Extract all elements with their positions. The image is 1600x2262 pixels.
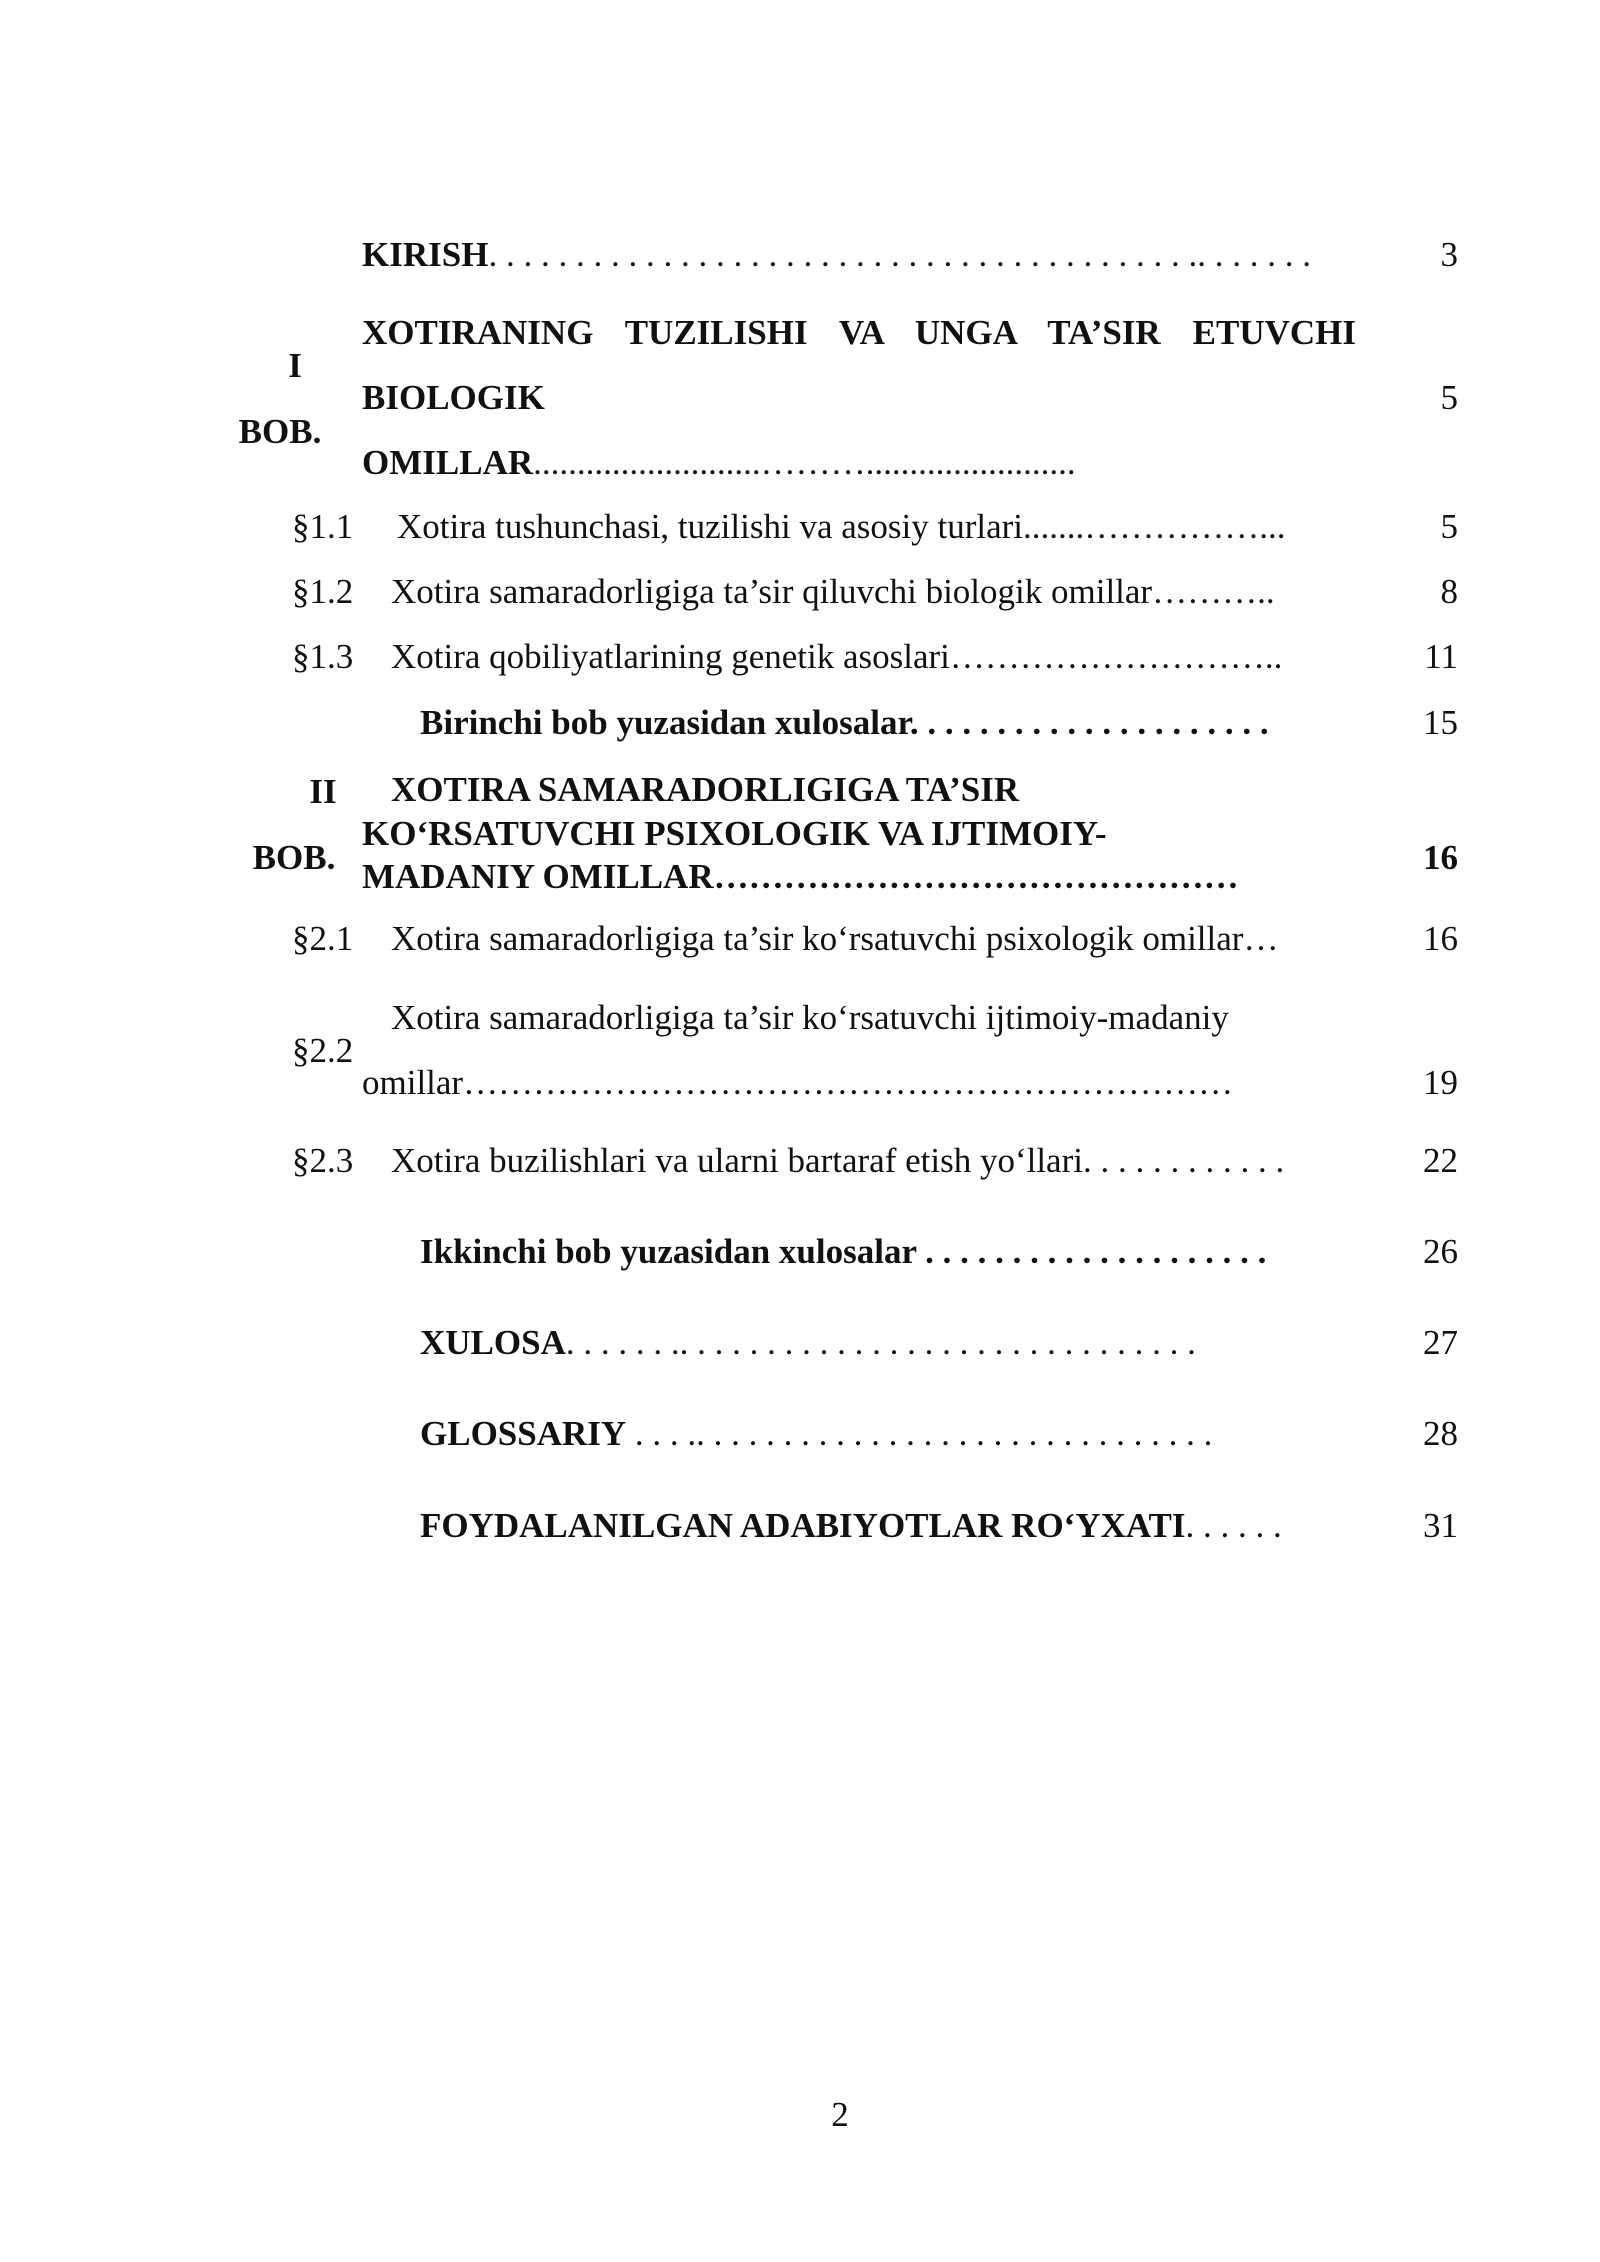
toc-adabiyotlar-page: 31 (1423, 1506, 1458, 1545)
dot-leader: ……………………………………… (713, 857, 1239, 896)
chapter-1-title-line3 (362, 443, 1076, 483)
toc-entry-xulosa[interactable] (420, 1323, 1196, 1363)
dot-leader: . . . .. . . . . . . . . . . . . . . . . . . . . . . . . . . . . . (626, 1414, 1213, 1453)
page-number: 2 (831, 2095, 849, 2134)
chapter-1-title-line2: BIOLOGIK (362, 378, 545, 417)
chapter-1-title-line1[interactable]: XOTIRANING TUZILISHI VA UNGA TA’SIR ETUVCHI (362, 313, 1356, 352)
chapter-2-title-line3-text: MADANIY OMILLAR (362, 857, 714, 896)
section-2-3-num: §2.3 (292, 1141, 354, 1180)
section-2-2-num: §2.2 (292, 1031, 354, 1070)
chapter-2-title-line3 (362, 857, 1239, 897)
chapter-2-summary-title: Ikkinchi bob yuzasidan xulosalar (420, 1232, 917, 1271)
section-2-1-entry[interactable] (391, 919, 1278, 959)
section-1-1-page: 5 (1440, 507, 1458, 546)
toc-glossariy-title: GLOSSARIY (420, 1414, 627, 1453)
toc-xulosa-page: 27 (1423, 1323, 1458, 1362)
section-2-1-title: Xotira samaradorligiga ta’sir ko‘rsatuvchi psixologik omillar (391, 919, 1244, 958)
dot-leader: . . . . . . . . . . . . (1082, 1141, 1285, 1180)
section-1-3-page: 11 (1424, 637, 1458, 676)
toc-kirish-title: KIRISH (362, 235, 489, 274)
section-1-1-title: Xotira tushunchasi, tuzilishi va asosiy turlari (397, 507, 1024, 546)
section-2-1-num: §2.1 (292, 919, 354, 958)
dot-leader: ………………………………………………………… (463, 1063, 1234, 1102)
toc-entry-kirish[interactable] (362, 235, 1311, 275)
dot-leader: … (1243, 919, 1279, 958)
section-1-2-num: §1.2 (292, 572, 354, 611)
chapter-1-page: 5 (1440, 378, 1458, 417)
section-1-3-entry[interactable] (391, 637, 1282, 677)
dot-leader: .......……………... (1023, 507, 1286, 546)
chapter-2-roman: II (309, 772, 337, 811)
dot-leader: . . . . . . .. . . . . . . . . . . . . . . . . . . . . . . . . . . . . . (565, 1323, 1196, 1362)
chapter-1-title-line3-text: OMILLAR (362, 443, 534, 482)
chapter-1-summary-title: Birinchi bob yuzasidan xulosalar (420, 703, 910, 742)
section-2-1-page: 16 (1423, 919, 1458, 958)
toc-entry-adabiyotlar[interactable] (420, 1506, 1282, 1546)
section-2-2-title-line2-text: omillar (362, 1063, 464, 1102)
toc-adabiyotlar-title: FOYDALANILGAN ADABIYOTLAR RO‘YXATI (420, 1506, 1186, 1545)
section-2-3-title: Xotira buzilishlari va ularni bartaraf etish yo‘llari (391, 1141, 1083, 1180)
chapter-2-title-line2: KO‘RSATUVCHI PSIXOLOGIK VA IJTIMOIY- (362, 814, 1107, 853)
section-1-3-num: §1.3 (292, 637, 354, 676)
chapter-1-roman: I (288, 346, 302, 385)
dot-leader: ……………………….. (949, 637, 1283, 676)
chapter-2-page: 16 (1423, 838, 1458, 877)
toc-entry-glossariy[interactable] (420, 1414, 1212, 1454)
dot-leader: ……….. (1152, 572, 1275, 611)
chapter-1-bob: BOB. (238, 412, 322, 451)
section-1-1-num: §1.1 (292, 507, 354, 546)
section-1-2-entry[interactable] (391, 572, 1275, 612)
toc-glossariy-page: 28 (1423, 1414, 1458, 1453)
dot-leader: . . . . . . . . . . . . . . . . . . . . (916, 1232, 1267, 1271)
chapter-2-summary-page: 26 (1423, 1232, 1458, 1271)
section-1-2-page: 8 (1440, 572, 1458, 611)
section-1-1-entry[interactable] (397, 507, 1286, 547)
chapter-2-summary-entry[interactable] (420, 1232, 1266, 1272)
chapter-1-summary-page: 15 (1423, 703, 1458, 742)
dot-leader: ..........................………........................ (533, 443, 1076, 482)
chapter-2-title-line1[interactable]: XOTIRA SAMARADORLIGIGA TA’SIR (391, 770, 1020, 809)
section-1-3-title: Xotira qobiliyatlarining genetik asoslari (391, 637, 950, 676)
section-1-2-title: Xotira samaradorligiga ta’sir qiluvchi biologik omillar (391, 572, 1153, 611)
toc-xulosa-title: XULOSA (420, 1323, 566, 1362)
section-2-3-entry[interactable] (391, 1141, 1284, 1181)
dot-leader: . . . . . . (1185, 1506, 1282, 1545)
dot-leader: . . . . . . . . . . . . . . . . . . . . . . . . . . . . . . . . . . . . . . . . .. . . . . . . (488, 235, 1311, 274)
chapter-2-bob: BOB. (252, 838, 336, 877)
dot-leader: . . . . . . . . . . . . . . . . . . . . . (909, 703, 1269, 742)
section-2-2-title-line1[interactable]: Xotira samaradorligiga ta’sir ko‘rsatuvchi ijtimoiy-madaniy (391, 998, 1229, 1037)
toc-kirish-page: 3 (1440, 235, 1458, 274)
section-2-2-page: 19 (1423, 1063, 1458, 1102)
section-2-2-title-line2 (362, 1063, 1233, 1103)
section-2-3-page: 22 (1423, 1141, 1458, 1180)
chapter-1-summary-entry[interactable] (420, 703, 1269, 743)
